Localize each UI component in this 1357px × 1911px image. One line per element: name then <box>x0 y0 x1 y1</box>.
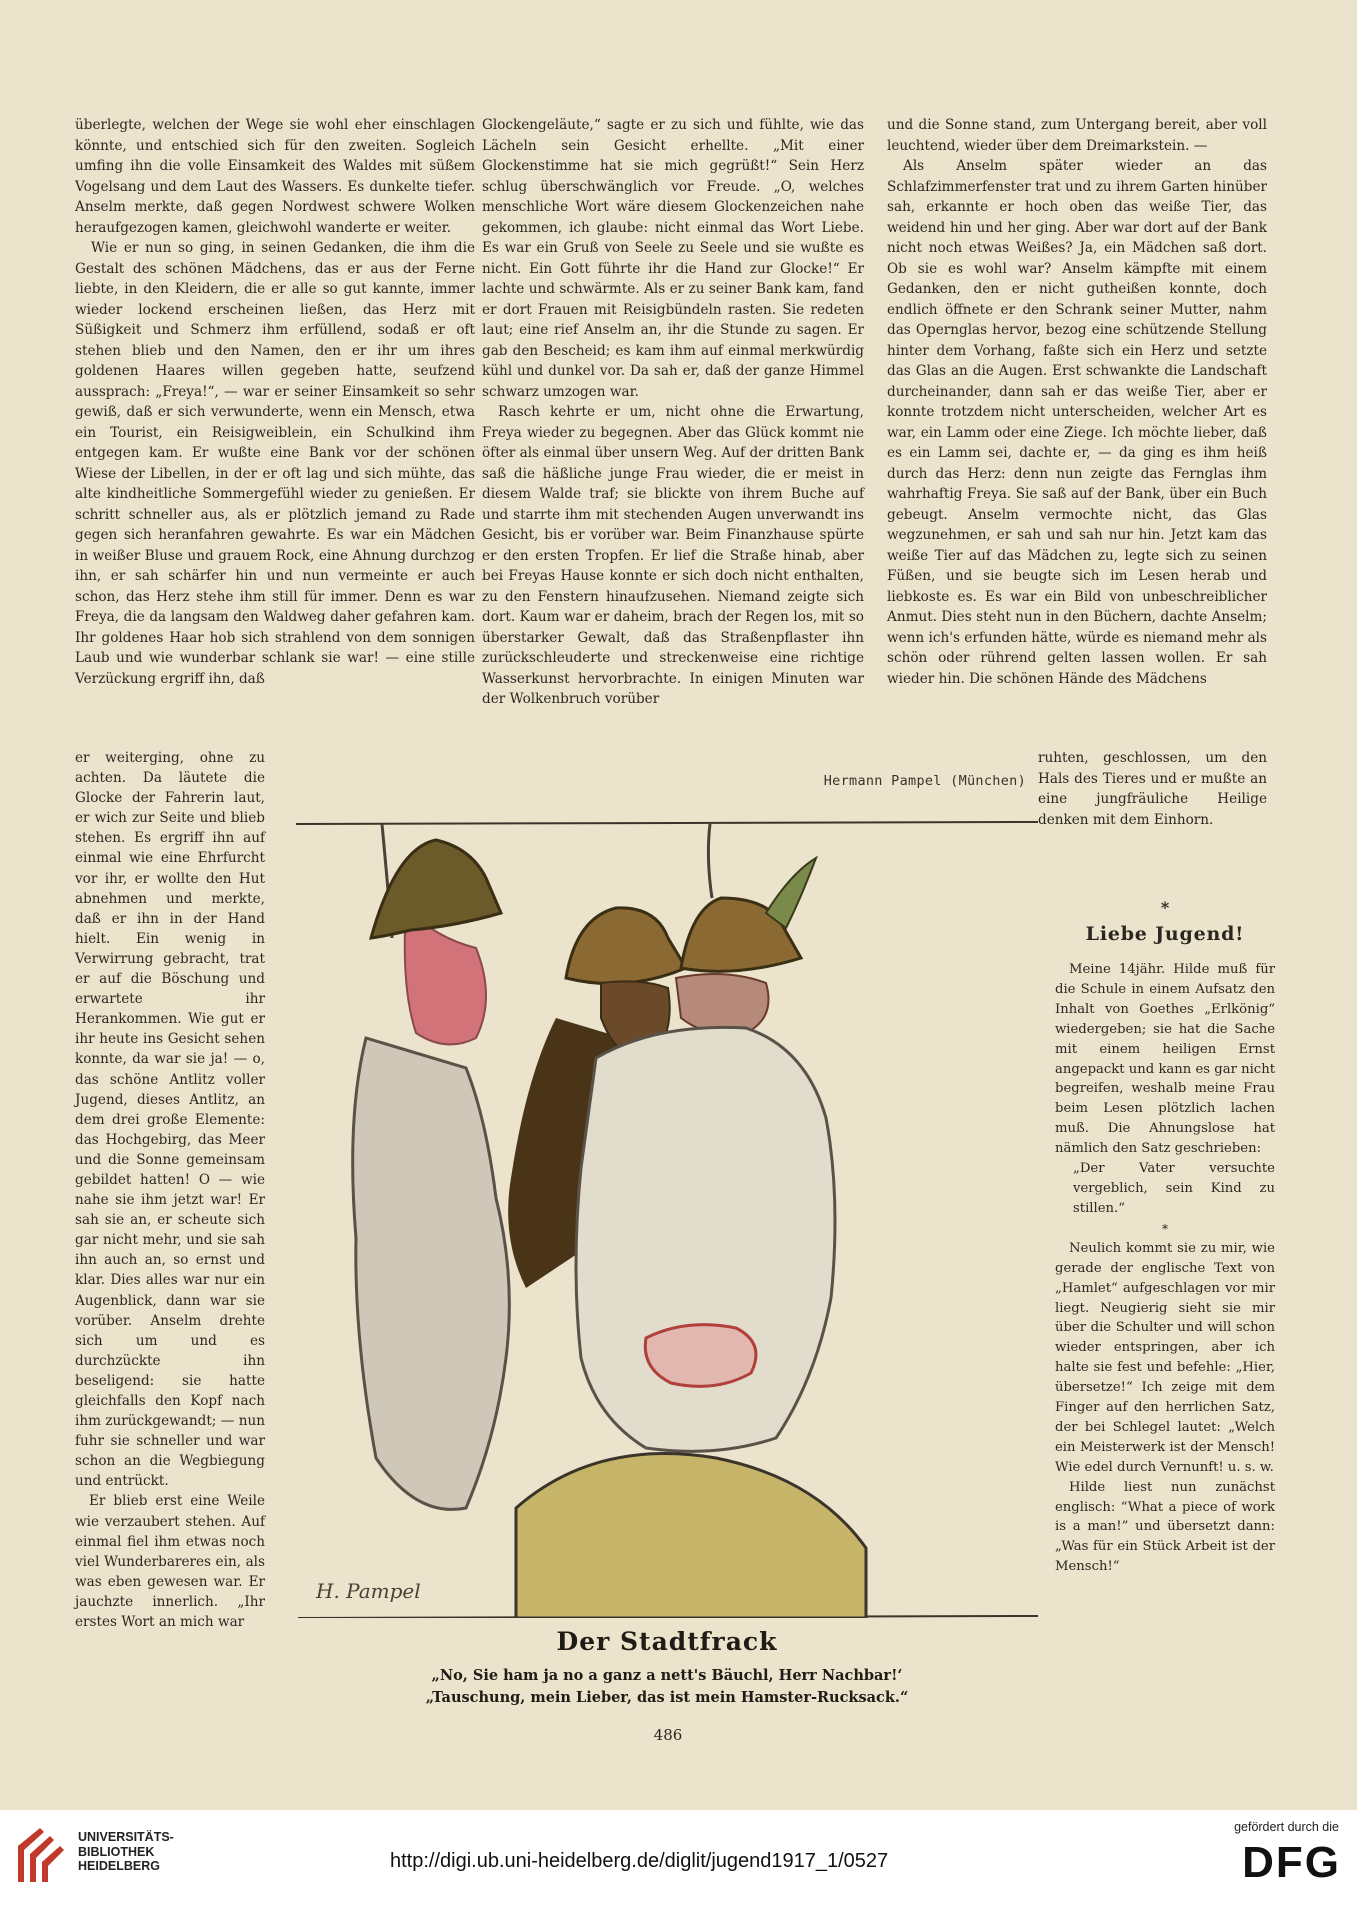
hands <box>645 1325 756 1387</box>
library-logo-icon[interactable] <box>14 1824 72 1886</box>
page-number: 486 <box>653 1726 683 1744</box>
library-name[interactable]: UNIVERSITÄTS- BIBLIOTHEK HEIDELBERG <box>78 1830 174 1873</box>
left-figure-coat <box>353 1038 510 1509</box>
bench <box>516 1454 866 1618</box>
left-figure-hat <box>371 840 501 938</box>
paragraph: Neulich kommt sie zu mir, wie gerade der englische Text von „Hamlet“ aufgeschlagen vor mir liegt. Neugierig sieht sie mir über die Schulter und will schon wieder entspringen, aber ich halte sie fest und befehle: „Hier, übersetze!“ Ich zeige mit dem Finger auf den herrlichen Satz, der bei Schlegel lautet: „Welch ein Meisterwerk ist der Mensch! Wie edel durch Vernunft! u. s. w. <box>1055 1240 1275 1475</box>
paragraph: Meine 14jähr. Hilde muß für die Schule in einem Aufsatz den Inhalt von Goethes „Erlkönig“ wiedergeben; sie hat die Sache mit einem heiligen Ernst angepackt und kann es gar nicht begreifen, weshalb meine Frau beim Lesen plötzlich lachen muß. Die Ahnungslose hat nämlich den Satz geschrieben: <box>1055 962 1275 1157</box>
section-heading: Liebe Jugend! <box>1085 923 1245 945</box>
paragraph: und die Sonne stand, zum Untergang bereit, aber voll leuchtend, wieder über dem Dreimarkstein. — <box>887 117 1267 154</box>
quote: „Der Vater versuchte vergeblich, sein Kind zu stillen.“ <box>1073 1161 1275 1216</box>
text-column-2 <box>482 115 864 710</box>
hat-feather <box>766 858 816 928</box>
paragraph: Glockengeläute,“ sagte er zu sich und fühlte, wie das Lächeln sein Gesicht erhellte. „Mit einer Glockenstimme hat sie mich gegrüßt!“ Sein Herz schlug überschwänglich vor Freude. „O, welches menschliche Wort wäre diesem Glockenzeichen nahe gekommen, ich glaube: nicht einmal das Wort Liebe. Es war ein Gruß von Seele zu Seele und sie wußte es nicht. Ein Gott führte ihr die Hand zur Glocke!“ Er lachte und schwärmte. Als er zu seiner Bank kam, fand er dort Frauen mit Reisigbündeln rasten. Sie redeten laut; eine rief Anselm an, ihr die Stunde zu sagen. Er gab den Bescheid; es kam ihm auf einmal merkwürdig kühl und dunkel vor. Da sah er, daß der ganze Himmel schwarz umzogen war. <box>482 117 864 400</box>
caption-line: „No, Sie ham ja no a ganz a nett's Bäuchl, Herr Nachbar!‘ <box>431 1667 903 1684</box>
source-url-link[interactable]: http://digi.ub.uni-heidelberg.de/diglit/jugend1917_1/0527 <box>390 1850 889 1872</box>
paragraph: Rasch kehrte er um, nicht ohne die Erwartung, Freya wieder zu begegnen. Aber das Glück kommt nie öfter als einmal über unsern Weg. Auf der dritten Bank saß die häßliche junge Frau wieder, die er meist in diesem Walde traf; sie blickte von ihrem Buche auf und starrte ihm mit stechenden Augen unverwandt ins Gesicht, bis er vorüber war. Beim Finanzhause spürte er den ersten Tropfen. Er lief die Straße hinab, aber bei Freyas Hause konnte er sich doch nicht enthalten, zu den Fenstern hinaufzusehen. Niemand zeigte sich dort. Kaum war er daheim, brach der Regen los, mit so überstarker Gewalt, daß das Straßenpflaster ihn zurückschleuderte und streckenweise eine richtige Wasserkunst hervorbrachte. In einigen Minuten war der Wolkenbruch vorüber <box>482 404 864 707</box>
caption-line: „Tauschung, mein Lieber, das ist mein Hamster-Rucksack.“ <box>425 1689 909 1706</box>
frame-top-line <box>296 822 1038 824</box>
footer-bar <box>0 1810 1357 1911</box>
text-column-1 <box>75 115 475 689</box>
funding-label: gefördert durch die <box>1234 1820 1339 1834</box>
strap-line <box>708 824 712 898</box>
text-column-3 <box>887 115 1267 689</box>
paragraph: er weiterging, ohne zu achten. Da läutete die Glocke der Fahrerin laut, er wich zur Seite und blieb stehen. Es ergriff ihn auf einmal wie eine Ehrfurcht vor ihr, er wollte den Hut abnehmen und merkte, daß er ihn in der Hand hielt. Ein wenig in Verwirrung gebracht, trat er auf die Böschung und erwartete ihr Herankommen. Wie gut er ihr heute ins Gesicht sehen konnte, da war sie ja! — o, das schöne Antlitz voller Jugend, dieses Antlitz, an dem drei große Elemente: das Hochgebirg, das Meer und die Sonne gemeinsam gebildet hatten! O — wie nahe sie ihm jetzt war! Er sah sie an, er scheute sich gar nicht mehr, und sie sah ihn auch an, so ernst und klar. Dies alles war nur ein Augenblick, dann war sie vorüber. Anselm drehte sich um und es durchzückte ihn beseligend: sie hatte gleichfalls den Kopf nach ihm zurückgewandt; — nun fuhr sie schneller und war schon an die Wegbiegung und entrückt. <box>75 750 265 1490</box>
text-column-3-continuation <box>1038 748 1267 830</box>
illustration <box>296 818 1038 1618</box>
paragraph: überlegte, welchen der Wege sie wohl eher einschlagen könnte, und entschied sich für den zweiten. Sogleich umfing ihn die volle Einsamkeit des Waldes mit süßem Vogelsang und dem Laut des Wassers. Es dunkelte tiefer. Anselm merkte, daß gegen Nordwest schwere Wolken heraufgezogen kamen, gleichwohl wanderte er weiter. <box>75 117 475 236</box>
liebe-jugend-section <box>1055 898 1275 1577</box>
illustration-caption <box>296 1665 1038 1709</box>
artist-signature: H. Pampel <box>316 1579 421 1603</box>
middle-figure-hat <box>566 908 686 984</box>
illustration-title: Der Stadtfrack <box>556 1627 778 1656</box>
paragraph: ruhten, geschlossen, um den Hals des Tieres und er mußte an eine jungfräuliche Heilige denken mit dem Einhorn. <box>1038 750 1267 828</box>
paragraph: Als Anselm später wieder an das Schlafzimmerfenster trat und zu ihrem Garten hinüber sah, erkannte er hoch oben das weiße Tier, das weidend hin und her ging. Aber war dort auf der Bank nicht noch etwas Weißes? Ja, ein Mädchen saß dort. Ob sie es wohl war? Anselm kämpfte mit einem Gedanken, den er nicht gutheißen konnte, doch endlich öffnete er den Schrank seiner Mutter, nahm das Opernglas hervor, bezog eine schützende Stellung hinter dem Vorhang, faßte sich ein Herz und setzte das Glas an die Augen. Erst schwankte die Landschaft durcheinander, dann sah er das weiße Tier, aber er konnte trotzdem nicht unterscheiden, welcher Art es war, ein Lamm oder eine Ziege. Ich möchte lieber, daß es ein Lamm sei, dachte er, — da ging es ihm heiß durch das Herz: denn nun zeigte das Fernglas ihm wahrhaftig Freya. Sie saß auf der Bank, über ein Buch gebeugt. Anselm vermochte nicht, das Glas wegzunehmen, er sah und sah nur hin. Jetzt kam das weiße Tier auf das Mädchen zu, legte sich zu seinen Füßen, und sie beugte sich im Lesen herab und liebkoste es. Es war ein Bild von unbeschreiblicher Anmut. Dies steht nun in den Büchern, dachte Anselm; wenn ich's erfunden hätte, würde es niemand mehr als schön oder rührend gelten lassen wollen. Er sah wieder hin. Die schönen Hände des Mädchens <box>887 158 1267 687</box>
right-figure-face <box>676 974 769 1034</box>
right-figure-coat <box>576 1027 835 1451</box>
paragraph: Wie er nun so ging, in seinen Gedanken, die ihm die Gestalt des schönen Mädchens, das er aus der Ferne liebte, in den Kleidern, die er alle so gut kannte, immer wieder lockend erscheinen ließen, das Herz mit Süßigkeit und Schmerz ihm erfüllend, sodaß er oft stehen blieb und den Namen, den er ihr um ihres goldenen Haares willen gegeben hatte, seufzend aussprach: „Freya!“, — war er seiner Einsamkeit so sehr gewiß, daß er sich verwunderte, wenn ein Mensch, etwa ein Tourist, ein Reisigweiblein, ein Schulkind ihm entgegen kam. Er wußte eine Bank vor der schönen Wiese der Libellen, in der er oft lag und sich mühte, das alte kindheitliche Sommergefühl wieder zu genießen. Er schritt schneller aus, als er plötzlich jemand zu Rade gegen sich heranfahren gewahrte. Es war ein Mädchen in weißer Bluse und grauem Rock, eine Ahnung durchzog ihn, er sah schärfer hin und nun vermeinte er auch schon, das Herz stehe ihm still für immer. Denn es war Freya, die da langsam den Waldweg daher gefahren kam. Ihr goldenes Haar hob sich strahlend von dem sonnigen Laub und wie wunderbar schlank sie war! — eine stille Verzückung ergriff ihn, daß <box>75 240 475 687</box>
dfg-logo[interactable]: DFG <box>1242 1838 1341 1887</box>
paragraph: Er blieb erst eine Weile wie verzaubert stehen. Auf einmal fiel ihm etwas noch viel Wunderbareres ein, als was eben gewesen war. Er jauchzte innerlich. „Ihr erstes Wort an mich war <box>75 1493 265 1631</box>
section-star: * <box>1160 898 1170 917</box>
paragraph: Hilde liest nun zunächst englisch: “What a piece of work is a man!” und übersetzt dann: „Was für ein Stück Arbeit ist der Mensch!“ <box>1055 1479 1275 1575</box>
artist-credit: Hermann Pampel (München) <box>823 773 1026 789</box>
text-column-1-narrow <box>75 748 265 1632</box>
separator-star: * <box>1162 1221 1168 1236</box>
